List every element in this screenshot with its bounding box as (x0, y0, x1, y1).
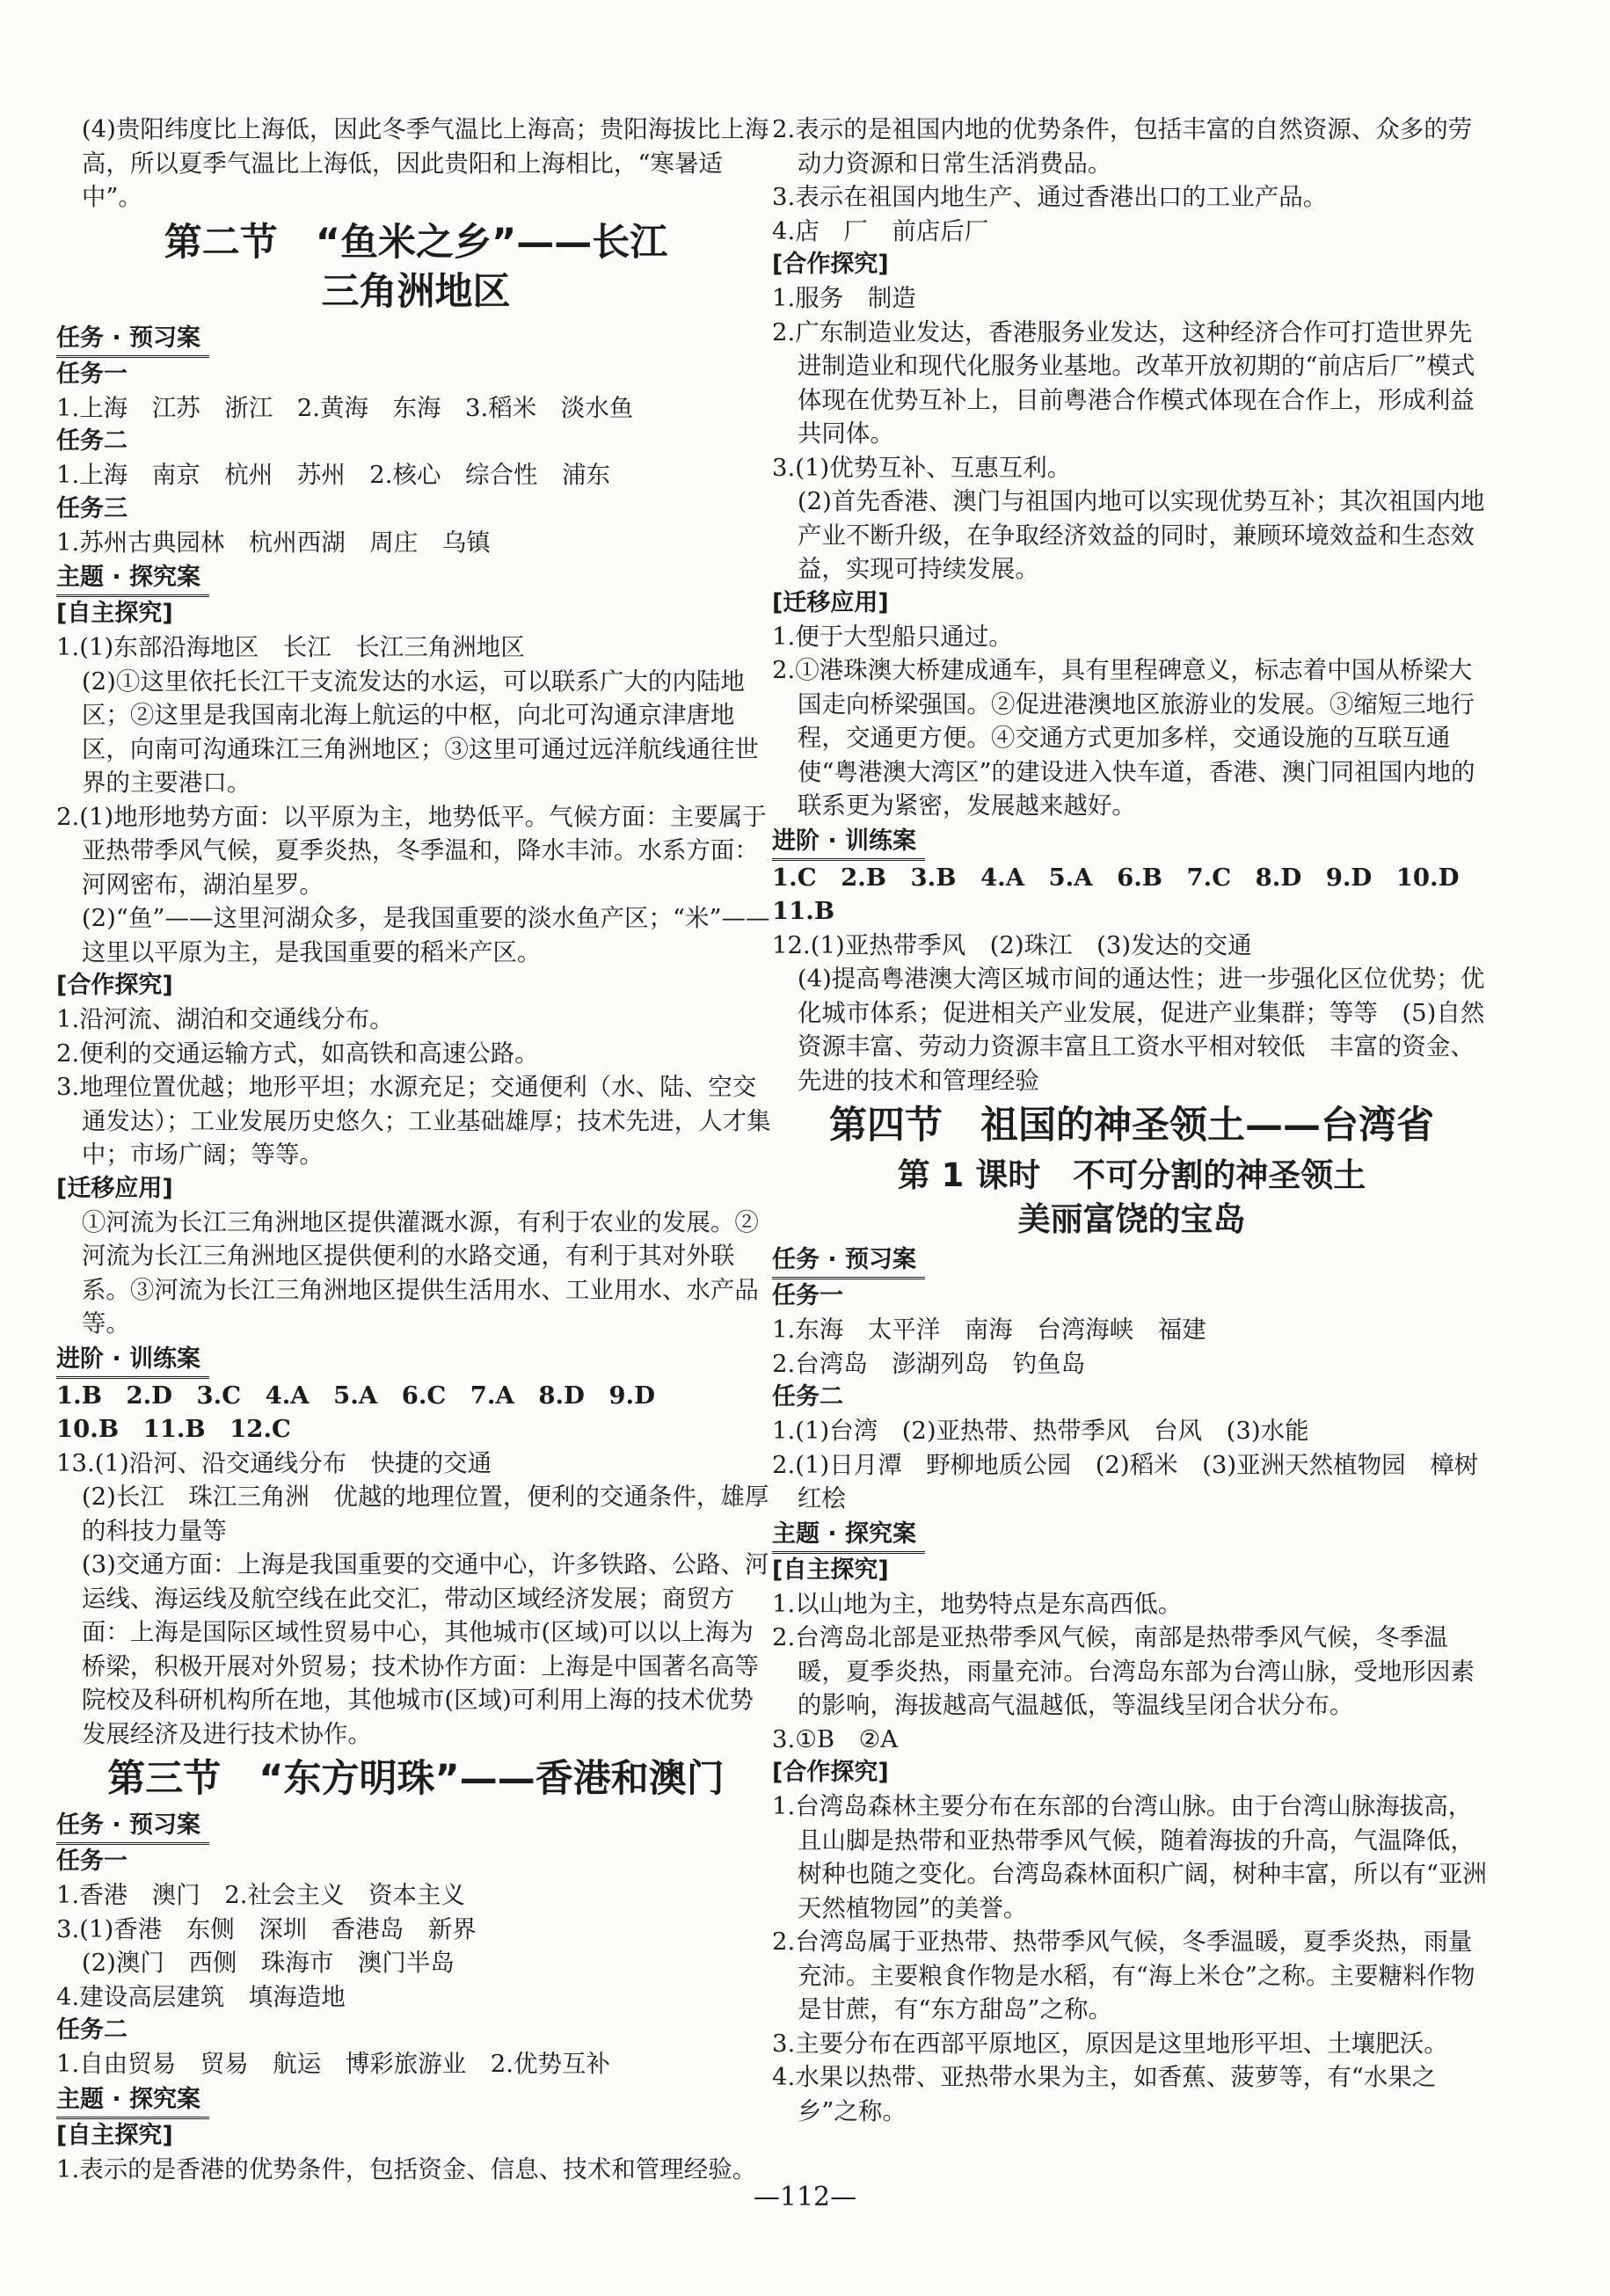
task-2-label: 任务二 (56, 427, 127, 455)
preview-banner: 任务 · 预习案 (56, 1809, 209, 1845)
self-explore-tag: [自主探究] (772, 1556, 889, 1584)
transfer-answer: 1.便于大型船只通过。 (772, 622, 1013, 651)
self-explore-tag: [自主探究] (56, 2121, 173, 2149)
explore-banner: 主题 · 探究案 (56, 2083, 209, 2119)
self-answer: 2.表示的是祖国内地的优势条件，包括丰富的自然资源、众多的劳动力资源和日常生活消费品。 (772, 115, 1473, 178)
q13-answer: (3)交通方面：上海是我国重要的交通中心，许多铁路、公路、河运线、海运线及航空线在此交汇，带动区域经济发展；商贸方面：上海是国际区域性贸易中心，其他城市(区域)可以以上海为桥梁，积极开展对外贸易；技术协作方面：上海是中国著名高等院校及科研机构所在地，其他城市(区域)可利用上海的技术优势发展经济及进行技术协作。 (81, 1550, 769, 1748)
self-answer: 3.表示在祖国内地生产、通过香港出口的工业产品。 (772, 183, 1328, 211)
right-column (772, 113, 1503, 2128)
self-answer: (2)①这里依托长江干支流发达的水运，可以联系广大的内陆地区；②这里是我国南北海上航运的中枢，向北可沟通京津唐地区，向南可沟通珠江三角洲地区；③这里可通过远洋航线通往世界的主要港口。 (81, 667, 759, 797)
left-column (56, 113, 776, 2186)
train-answers-line2: 11.B (772, 897, 835, 925)
task-1-answers: 1.香港 澳门 2.社会主义 资本主义 (56, 1881, 465, 1909)
coop-answer: 4.水果以热带、亚热带水果为主，如香蕉、菠萝等，有“水果之乡”之称。 (772, 2063, 1437, 2125)
section-2-title-line1: 第二节 “鱼米之乡”——长江 (164, 220, 668, 265)
self-answer: 1.以山地为主，地势特点是东高西低。 (772, 1589, 1183, 1618)
task-2-answers: 1.自由贸易 贸易 航运 博彩旅游业 2.优势互补 (56, 2050, 610, 2078)
coop-explore-tag: [合作探究] (56, 972, 173, 999)
train-banner: 进阶 · 训练案 (56, 1343, 209, 1379)
section-3-title: 第三节 “东方明珠”——香港和澳门 (107, 1757, 725, 1801)
coop-answer: 2.广东制造业发达，香港服务业发达，这种经济合作可打造世界先进制造业和现代化服务业基地。改革开放初期的“前店后厂”模式体现在优势互补上，目前粤港合作模式体现在合作上，形成利益共同体。 (772, 317, 1475, 448)
coop-answer: 1.台湾岛森林主要分布在东部的台湾山脉。由于台湾山脉海拔高，且山脚是热带和亚热带季风气候，随着海拔的升高，气温降低，树种也随之变化。台湾岛森林面积广阔，树种丰富，所以有“亚洲天然植物园”的美誉。 (772, 1792, 1487, 1922)
transfer-tag: [迁移应用] (56, 1174, 173, 1202)
page-number: —112— (753, 2182, 857, 2212)
coop-answer: 1.沿河流、湖泊和交通线分布。 (56, 1005, 394, 1033)
task-1-answers: 4.建设高层建筑 填海造地 (56, 1982, 346, 2011)
train-answers-line1: 1.B 2.D 3.C 4.A 5.A 6.C 7.A 8.D 9.D (56, 1381, 655, 1410)
section-4-title: 第四节 祖国的神圣领土——台湾省 (829, 1104, 1434, 1148)
transfer-tag: [迁移应用] (772, 588, 889, 616)
task-1-label: 任务一 (772, 1282, 843, 1309)
q13-answer: (2)长江 珠江三角洲 优越的地理位置，便利的交通条件，雄厚的科技力量等 (81, 1483, 769, 1545)
coop-answer: 3.(1)优势互补、互惠互利。 (772, 453, 1072, 482)
task-1-answers: 2.台湾岛 澎湖列岛 钓鱼岛 (772, 1349, 1086, 1378)
coop-answer: (2)首先香港、澳门与祖国内地可以实现优势互补；其次祖国内地产业不断升级，在争取经济效益的同时，兼顾环境效益和生态效益，实现可持续发展。 (797, 487, 1485, 583)
coop-answer: 3.地理位置优越；地形平坦；水源充足；交通便利（水、陆、空交通发达）；工业发展历史悠久；工业基础雄厚；技术先进，人才集中；市场广阔；等等。 (56, 1073, 771, 1169)
task-1-answers: 3.(1)香港 东侧 深圳 香港岛 新界 (56, 1914, 477, 1943)
task-2-answers: 1.(1)台湾 (2)亚热带、热带季风 台风 (3)水能 (772, 1417, 1309, 1445)
intro-paragraph: (4)贵阳纬度比上海低，因此冬季气温比上海高；贵阳海拔比上海高，所以夏季气温比上海低，因此贵阳和上海相比，“寒暑适中”。 (81, 115, 769, 211)
task-3-answers: 1.苏州古典园林 杭州西湖 周庄 乌镇 (56, 528, 491, 557)
task-3-label: 任务三 (56, 494, 127, 522)
task-2-label: 任务二 (772, 1383, 843, 1410)
coop-answer: 2.便利的交通运输方式，如高铁和高速公路。 (56, 1039, 539, 1068)
preview-banner: 任务 · 预习案 (56, 322, 209, 358)
lesson-title: 第 1 课时 不可分割的神圣领土 (897, 1156, 1366, 1194)
task-2-answers: 1.上海 南京 杭州 苏州 2.核心 综合性 浦东 (56, 461, 610, 489)
transfer-answer: 2.①港珠澳大桥建成通车，具有里程碑意义，标志着中国从桥梁大国走向桥梁强国。②促进港澳地区旅游业的发展。③缩短三地行程，交通更方便。④交通方式更加多样，交通设施的互联互通使“粤港澳大湾区”的建设进入快车道，香港、澳门同祖国内地的联系更为紧密，发展越来越好。 (772, 656, 1475, 820)
lesson-subtitle: 美丽富饶的宝岛 (1017, 1200, 1246, 1238)
task-2-answers: 2.(1)日月潭 野柳地质公园 (2)稻米 (3)亚洲天然植物园 樟树 红桧 (772, 1450, 1503, 1512)
self-answer: 2.(1)地形地势方面：以平原为主，地势低平。气候方面：主要属于亚热带季风气候，夏季炎热，冬季温和，降水丰沛。水系方面：河网密布，湖泊星罗。 (56, 802, 767, 899)
q13-answer: 13.(1)沿河、沿交通线分布 快捷的交通 (56, 1448, 492, 1477)
train-answers-line1: 1.C 2.B 3.B 4.A 5.A 6.B 7.C 8.D 9.D 10.D (772, 863, 1460, 892)
coop-answer: 3.主要分布在西部平原地区，原因是这里地形平坦、土壤肥沃。 (772, 2029, 1448, 2058)
self-answer: 1.表示的是香港的优势条件，包括资金、信息、技术和管理经验。 (56, 2154, 757, 2183)
train-banner: 进阶 · 训练案 (772, 825, 925, 861)
coop-answer: 1.服务 制造 (772, 284, 916, 312)
section-2-title-line2: 三角洲地区 (321, 269, 511, 314)
self-answer: 1.(1)东部沿海地区 长江 长江三角洲地区 (56, 633, 525, 661)
task-1-answers: (2)澳门 西侧 珠海市 澳门半岛 (81, 1949, 455, 1977)
coop-answer: 2.台湾岛属于亚热带、热带季风气候，冬季温暖，夏季炎热，雨量充沛。主要粮食作物是水稻，有“海上米仓”之称。主要糖料作物是甘蔗，有“东方甜岛”之称。 (772, 1928, 1475, 2023)
self-answer: 3.①B ②A (772, 1724, 899, 1753)
explore-banner: 主题 · 探究案 (772, 1518, 925, 1554)
task-1-label: 任务一 (56, 360, 127, 388)
task-1-answers: 1.东海 太平洋 南海 台湾海峡 福建 (772, 1316, 1206, 1344)
self-explore-tag: [自主探究] (56, 600, 173, 627)
task-1-answers: 1.上海 江苏 浙江 2.黄海 东海 3.稻米 淡水鱼 (56, 393, 634, 422)
task-2-label: 任务二 (56, 2016, 127, 2044)
preview-banner: 任务 · 预习案 (772, 1243, 925, 1279)
transfer-answer: ①河流为长江三角洲地区提供灌溉水源，有利于农业的发展。②河流为长江三角洲地区提供便利的水路交通，有利于其对外联系。③河流为长江三角洲地区提供生活用水、工业用水、水产品等。 (81, 1207, 759, 1338)
q12-answer: (4)提高粤港澳大湾区城市间的通达性；进一步强化区位优势；优化城市体系；促进相关产业发展，促进产业集群；等等 (5)自然资源丰富、劳动力资源丰富且工资水平相对较低 丰富的资金、先进的技术和管理经验 (797, 965, 1485, 1095)
task-1-label: 任务一 (56, 1848, 127, 1875)
self-answer: 4.店 厂 前店后厂 (772, 216, 989, 245)
self-answer: (2)“鱼”——这里河湖众多，是我国重要的淡水鱼产区；“米”——这里以平原为主，是我国重要的稻米产区。 (81, 904, 770, 966)
self-answer: 2.台湾岛北部是亚热带季风气候，南部是热带季风气候，冬季温暖，夏季炎热，雨量充沛。台湾岛东部为台湾山脉，受地形因素的影响，海拔越高气温越低，等温线呈闭合状分布。 (772, 1623, 1475, 1719)
coop-explore-tag: [合作探究] (772, 251, 889, 278)
explore-banner: 主题 · 探究案 (56, 561, 209, 597)
coop-explore-tag: [合作探究] (772, 1759, 889, 1786)
section-2-title (56, 218, 776, 317)
q12-answer: 12.(1)亚热带季风 (2)珠江 (3)发达的交通 (772, 930, 1252, 959)
train-answers-line2: 10.B 11.B 12.C (56, 1415, 291, 1443)
